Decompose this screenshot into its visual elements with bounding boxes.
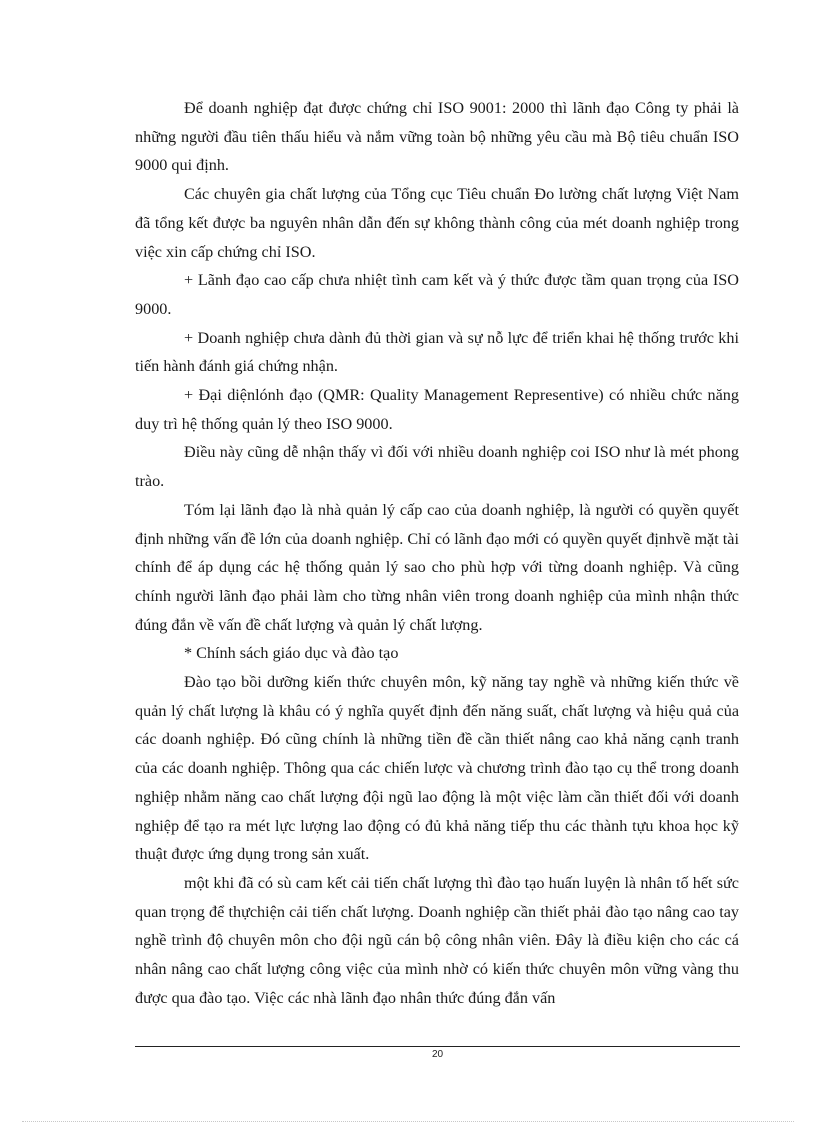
section-heading-training-policy: * Chính sách giáo dục và đào tạo: [184, 644, 399, 663]
paragraph-iso-certification-leadership: Để doanh nghiệp đạt được chứng chỉ ISO 9001: 2000 thì lãnh đạo Công ty phải là những người đầu tiên thấu hiểu và nắm vững toàn bộ những yêu cầu mà Bộ tiêu chuẩn ISO 9000 qui định.: [135, 99, 739, 175]
document-body: [135, 94, 739, 1013]
paragraph-cause-leadership-commitment: + Lãnh đạo cao cấp chưa nhiệt tình cam kết và ý thức được tầm quan trọng của ISO 9000.: [135, 271, 739, 318]
paragraph-experts-three-causes: Các chuyên gia chất lượng của Tổng cục Tiêu chuẩn Đo lường chất lượng Việt Nam đã tổng kết được ba nguyên nhân dẫn đến sự không thành công của mét doanh nghiệp trong việc xin cấp chứng chỉ ISO.: [135, 185, 739, 261]
paragraph-cause-qmr: + Đại diệnlónh đạo (QMR: Quality Management Representive) có nhiều chức năng duy trì hệ thống quản lý theo ISO 9000.: [135, 386, 739, 433]
page-number: 20: [431, 1049, 444, 1060]
paragraph-leadership-summary: Tóm lại lãnh đạo là nhà quản lý cấp cao của doanh nghiệp, là người có quyền quyết định những vấn đề lớn của doanh nghiệp. Chỉ có lãnh đạo mới có quyền quyết địnhvề mặt tài chính để áp dụng các hệ thống quản lý sao cho phù hợp với từng doanh nghiệp. Và cũng chính người lãnh đạo phải làm cho từng nhân viên trong doanh nghiệp của mình nhận thức đúng đắn về vấn đề chất lượng và quản lý chất lượng.: [135, 500, 739, 634]
paragraph-training-improvement: một khi đã có sù cam kết cải tiến chất lượng thì đào tạo huấn luyện là nhân tố hết sức quan trọng để thựchiện cải tiến chất lượng. Doanh nghiệp cần thiết phải đào tạo nâng cao tay nghề trình độ chuyên môn cho đội ngũ cán bộ công nhân viên. Đây là điều kiện cho các cá nhân nâng cao chất lượng công việc của mình nhờ có kiến thức chuyên môn vững vàng thu được qua đào tạo. Việc các nhà lãnh đạo nhân thức đúng đắn vấn: [135, 873, 739, 1007]
paragraph-training-importance: Đào tạo bồi dưỡng kiến thức chuyên môn, kỹ năng tay nghề và những kiến thức về quản lý chất lượng là khâu có ý nghĩa quyết định đến năng suất, chất lượng và hiệu quả của các doanh nghiệp. Đó cũng chính là những tiền đề cần thiết nâng cao khả năng cạnh tranh của các doanh nghiệp. Thông qua các chiến lược và chương trình đào tạo cụ thể trong doanh nghiệp nhằm năng cao chất lượng đội ngũ lao động là một việc làm cần thiết đối với doanh nghiệp để tạo ra mét lực lượng lao động có đủ khả năng tiếp thu các thành tựu khoa học kỹ thuật được ứng dụng trong sản xuất.: [135, 673, 739, 864]
footer-divider: [135, 1046, 740, 1047]
paragraph-iso-as-movement: Điều này cũng dễ nhận thấy vì đối với nhiều doanh nghiệp coi ISO như là mét phong trào.: [135, 443, 739, 491]
page-bottom-edge: [22, 1121, 794, 1122]
paragraph-cause-insufficient-time: + Doanh nghiệp chưa dành đủ thời gian và sự nỗ lực để triển khai hệ thống trước khi tiến hành đánh giá chứng nhận.: [135, 328, 739, 376]
